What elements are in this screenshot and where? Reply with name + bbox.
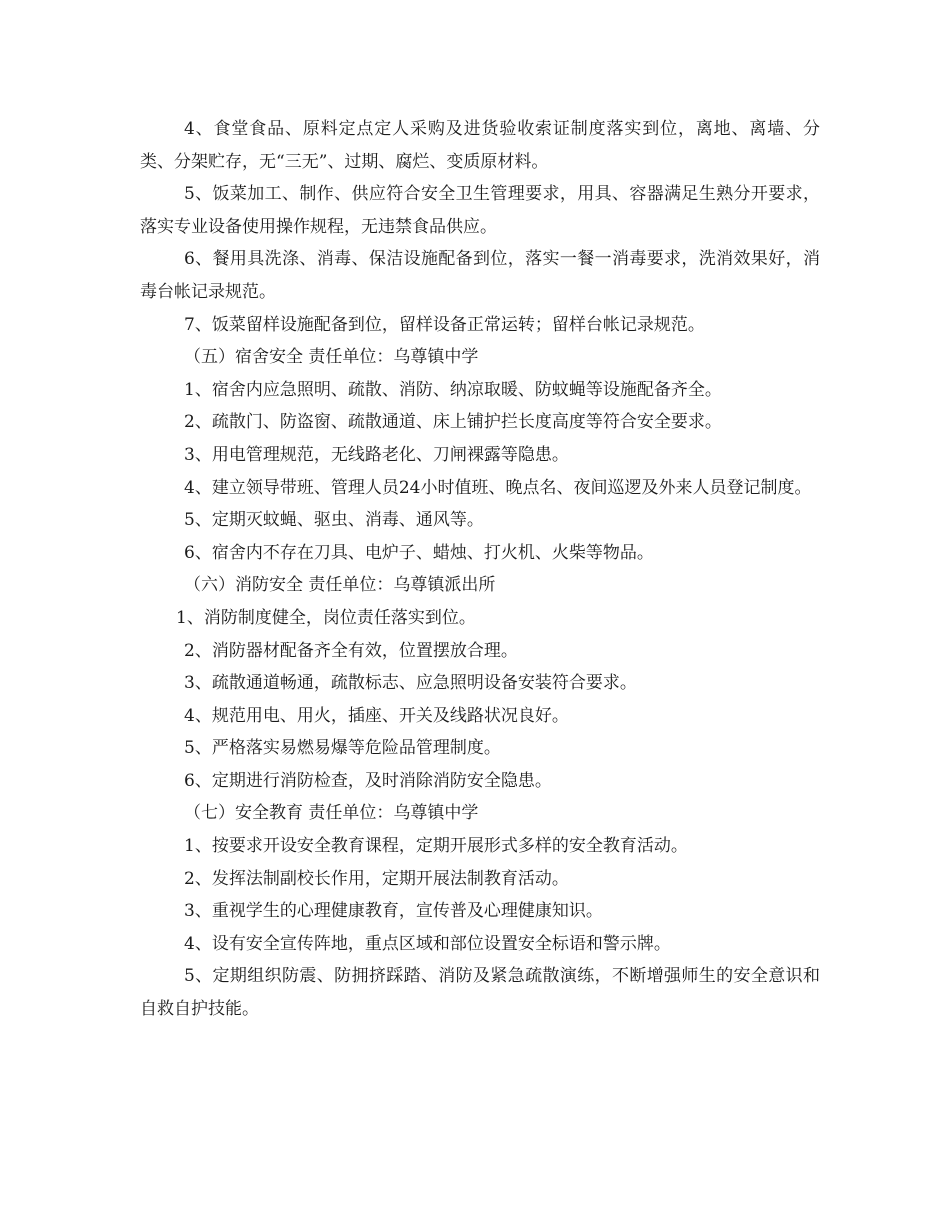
paragraph-education-item-4: 4、设有安全宣传阵地，重点区域和部位设置安全标语和警示牌。 [184,933,671,954]
paragraph-fire-item-6: 6、定期进行消防检查，及时消除消防安全隐患。 [184,770,552,791]
document-body [140,113,820,1026]
paragraph-canteen-item-6: 6、餐用具洗涤、消毒、保洁设施配备到位，落实一餐一消毒要求，洗消效果好，消毒台帐记录规范。 [140,249,820,302]
paragraph-education-item-5: 5、定期组织防震、防拥挤踩踏、消防及紧急疏散演练，不断增强师生的安全意识和自救自护技能。 [140,966,820,1020]
paragraph-fire-item-4: 4、规范用电、用火，插座、开关及线路状况良好。 [184,705,569,726]
paragraph-fire-item-5: 5、严格落实易燃易爆等危险品管理制度。 [184,738,501,759]
section-heading-fire-safety: （六）消防安全 责任单位：乌尊镇派出所 [184,575,496,596]
paragraph-dormitory-item-3: 3、用电管理规范，无线路老化、刀闸裸露等隐患。 [184,444,569,465]
paragraph-canteen-item-4: 4、食堂食品、原料定点定人采购及进货验收索证制度落实到位，离地、离墙、分类、分架贮存，无“三无”、过期、腐烂、变质原材料。 [140,119,820,172]
paragraph-dormitory-item-2: 2、疏散门、防盗窗、疏散通道、床上铺护拦长度高度等符合安全要求。 [184,412,722,433]
paragraph-fire-item-1: 1、消防制度健全，岗位责任落实到位。 [176,607,476,628]
paragraph-dormitory-item-4: 4、建立领导带班、管理人员24小时值班、晚点名、夜间巡逻及外来人员登记制度。 [184,477,812,498]
paragraph-fire-item-3: 3、疏散通道畅通，疏散标志、应急照明设备安装符合要求。 [184,673,637,694]
section-heading-safety-education: （七）安全教育 责任单位：乌尊镇中学 [184,803,479,824]
section-heading-dormitory: （五）宿舍安全 责任单位：乌尊镇中学 [184,347,479,368]
paragraph-dormitory-item-1: 1、宿舍内应急照明、疏散、消防、纳凉取暖、防蚊蝇等设施配备齐全。 [184,379,722,400]
paragraph-education-item-3: 3、重视学生的心理健康教育，宣传普及心理健康知识。 [184,901,603,922]
paragraph-education-item-2: 2、发挥法制副校长作用，定期开展法制教育活动。 [184,868,569,889]
paragraph-canteen-item-7: 7、饭菜留样设施配备到位，留样设备正常运转；留样台帐记录规范。 [184,314,705,335]
paragraph-fire-item-2: 2、消防器材配备齐全有效，位置摆放合理。 [184,640,518,661]
paragraph-canteen-item-5: 5、饭菜加工、制作、供应符合安全卫生管理要求，用具、容器满足生熟分开要求，落实专业设备使用操作规程，无违禁食品供应。 [140,184,820,237]
paragraph-dormitory-item-6: 6、宿舍内不存在刀具、电炉子、蜡烛、打火机、火柴等物品。 [184,542,654,563]
paragraph-education-item-1: 1、按要求开设安全教育课程，定期开展形式多样的安全教育活动。 [184,836,688,857]
paragraph-dormitory-item-5: 5、定期灭蚊蝇、驱虫、消毒、通风等。 [184,510,484,531]
